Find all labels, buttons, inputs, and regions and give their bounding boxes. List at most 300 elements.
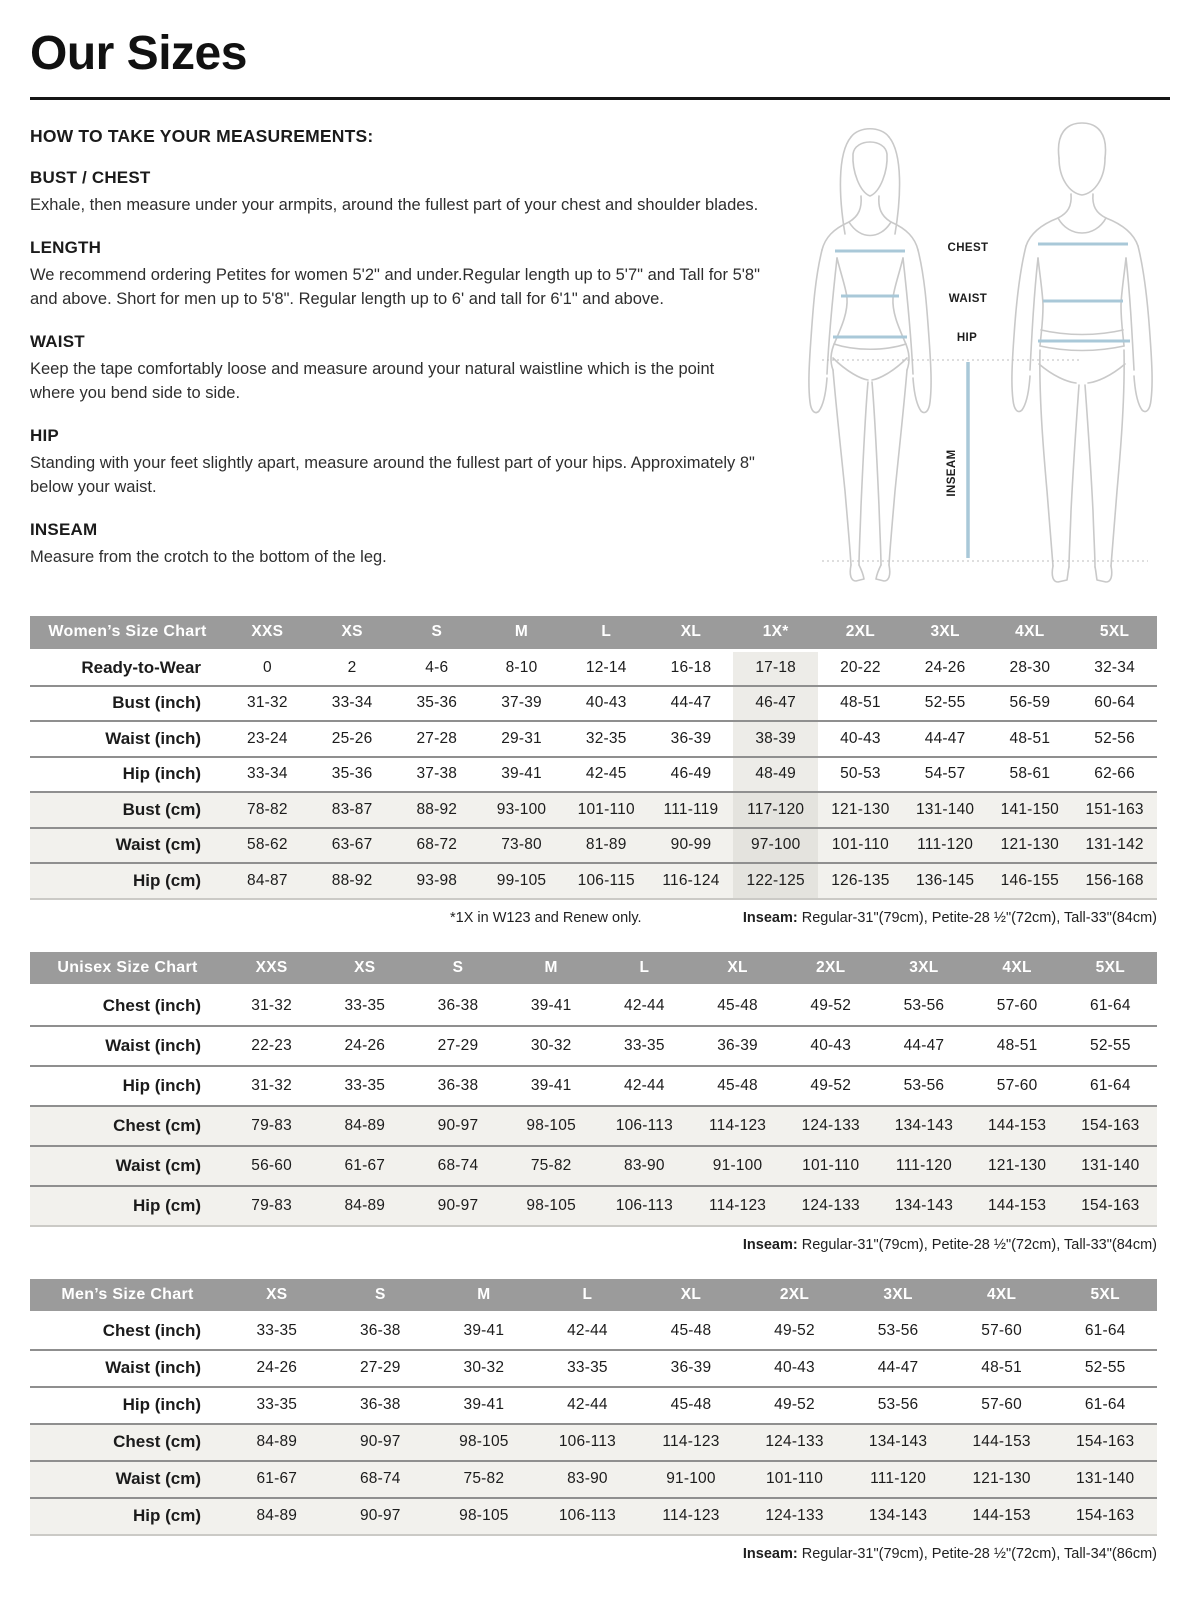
size-cell: 106-113 — [615, 1196, 673, 1214]
size-cell: 106-113 — [558, 1433, 616, 1450]
size-column-header: 5XL — [1064, 952, 1157, 986]
row-label: Waist (cm) — [115, 835, 201, 855]
size-cell: 111-119 — [663, 800, 719, 818]
size-column-header: XL — [639, 1279, 743, 1313]
size-cell: 84-89 — [256, 1433, 298, 1450]
size-column-header: L — [536, 1279, 640, 1313]
size-cell: 27-29 — [359, 1359, 401, 1376]
size-cell: 37-39 — [501, 694, 542, 712]
size-cell: 36-38 — [359, 1396, 401, 1413]
table-row — [30, 1313, 1157, 1350]
size-cell: 144-153 — [972, 1507, 1031, 1524]
size-cell: 44-47 — [877, 1359, 919, 1376]
size-cell: 39-41 — [530, 996, 572, 1014]
size-cell: 91-100 — [712, 1156, 763, 1174]
size-cell: 8-10 — [505, 659, 538, 676]
size-cell: 24-26 — [924, 659, 966, 676]
size-cell: 101-110 — [802, 1156, 860, 1174]
size-cell: 90-97 — [359, 1507, 401, 1524]
size-cell: 42-44 — [624, 996, 665, 1014]
size-cell: 32-34 — [1094, 659, 1135, 676]
man-silhouette-icon — [1012, 123, 1152, 582]
mens-size-chart — [30, 1279, 1170, 1562]
chest-label: CHEST — [947, 242, 989, 254]
row-label: Hip (cm) — [133, 1506, 201, 1525]
womens-size-chart — [30, 616, 1170, 926]
size-column-header: S — [411, 952, 504, 986]
size-cell: 24-26 — [256, 1359, 298, 1376]
size-cell: 151-163 — [1085, 800, 1144, 818]
size-cell: 49-52 — [774, 1322, 815, 1340]
table-row — [30, 1026, 1157, 1066]
size-cell: 156-168 — [1085, 871, 1144, 889]
size-cell: 68-74 — [359, 1470, 401, 1487]
size-cell: 25-26 — [331, 729, 373, 747]
size-cell: 40-43 — [774, 1359, 815, 1376]
size-cell: 27-28 — [416, 729, 458, 747]
size-cell: 52-55 — [1090, 1036, 1131, 1054]
size-cell: 141-150 — [1000, 800, 1059, 818]
size-cell: 84-87 — [247, 871, 288, 889]
table-row — [30, 686, 1157, 722]
size-cell: 84-89 — [256, 1507, 298, 1524]
size-column-header: 1X* — [733, 616, 818, 650]
size-cell: 99-105 — [496, 871, 547, 889]
size-cell: 32-35 — [585, 729, 627, 747]
size-cell: 30-32 — [530, 1036, 572, 1054]
size-cell: 134-143 — [894, 1116, 954, 1134]
table-row — [30, 792, 1157, 828]
size-cell: 49-52 — [810, 1076, 852, 1094]
size-cell: 116-124 — [662, 871, 720, 889]
size-cell: 83-90 — [624, 1156, 665, 1174]
size-cell: 93-100 — [496, 800, 547, 818]
size-cell: 57-60 — [996, 996, 1038, 1014]
measurement-instructions — [30, 118, 775, 569]
size-column-header: 3XL — [903, 616, 988, 650]
size-cell: 97-100 — [733, 828, 818, 864]
table-header-row — [30, 1279, 1157, 1313]
size-cell: 54-57 — [924, 765, 966, 783]
size-cell: 117-120 — [733, 792, 818, 828]
table-title: Women’s Size Chart — [30, 616, 225, 650]
size-cell: 90-99 — [670, 836, 712, 854]
size-cell: 24-26 — [344, 1036, 386, 1054]
size-cell: 154-163 — [1081, 1116, 1140, 1134]
size-cell: 23-24 — [247, 729, 288, 747]
table-row — [30, 650, 1157, 686]
size-cell: 101-110 — [765, 1470, 824, 1487]
size-cell: 50-53 — [840, 765, 881, 783]
size-cell: 83-90 — [567, 1470, 608, 1487]
size-column-header: 5XL — [1053, 1279, 1157, 1313]
footnote-inseam — [743, 910, 1157, 926]
size-cell: 121-130 — [831, 800, 890, 818]
size-cell: 36-38 — [437, 996, 479, 1014]
row-label: Ready-to-Wear — [81, 658, 201, 677]
size-cell: 40-43 — [840, 729, 881, 747]
row-label: Hip (cm) — [133, 1195, 201, 1215]
row-label: Chest (cm) — [113, 1115, 201, 1135]
table-row — [30, 828, 1157, 864]
section-body: Standing with your feet slightly apart, measure around the fullest part of your hips. Approximately 8" below your waist. — [30, 454, 755, 496]
section-heading: BUST / CHEST — [30, 168, 151, 187]
row-label: Hip (inch) — [122, 764, 201, 784]
row-label: Hip (inch) — [122, 1075, 201, 1095]
title-divider — [30, 97, 1170, 100]
size-cell: 42-44 — [567, 1396, 608, 1413]
row-label: Chest (cm) — [113, 1432, 201, 1451]
size-cell: 48-51 — [981, 1359, 1022, 1376]
section-body: Exhale, then measure under your armpits, around the fullest part of your chest and shoulder blades. — [30, 196, 759, 214]
size-column-header: XS — [318, 952, 411, 986]
table-row — [30, 1424, 1157, 1461]
size-cell: 31-32 — [251, 1076, 292, 1094]
size-cell: 79-83 — [251, 1116, 292, 1134]
row-label: Waist (cm) — [115, 1155, 201, 1175]
size-cell: 78-82 — [247, 800, 288, 818]
size-cell: 39-41 — [501, 765, 542, 783]
size-cell: 83-87 — [331, 800, 373, 818]
section-heading: LENGTH — [30, 238, 102, 258]
mens-size-chart-table — [30, 1279, 1157, 1536]
size-cell: 111-120 — [917, 836, 974, 854]
size-cell: 114-123 — [708, 1116, 767, 1134]
size-cell: 144-153 — [972, 1433, 1031, 1450]
size-cell: 36-39 — [670, 729, 712, 747]
size-column-header: XXS — [225, 616, 310, 650]
size-cell: 124-133 — [801, 1116, 860, 1134]
size-cell: 52-56 — [1094, 729, 1135, 747]
footnote-inseam-label: Inseam: — [742, 1236, 798, 1253]
size-cell: 60-64 — [1094, 694, 1135, 712]
size-cell: 53-56 — [877, 1322, 919, 1340]
size-cell: 57-60 — [981, 1322, 1022, 1340]
size-cell: 53-56 — [877, 1396, 919, 1413]
size-cell: 124-133 — [765, 1507, 824, 1524]
size-cell: 98-105 — [526, 1116, 576, 1134]
table-row — [30, 1387, 1157, 1424]
size-cell: 39-41 — [463, 1396, 505, 1413]
instruction-sections — [30, 168, 775, 569]
size-cell: 106-113 — [558, 1507, 616, 1524]
measurement-lines — [822, 244, 1148, 561]
size-cell: 48-51 — [840, 694, 881, 712]
size-cell: 33-35 — [344, 996, 386, 1014]
row-label: Hip (inch) — [122, 1395, 201, 1414]
top-section — [30, 118, 1170, 586]
size-column-header: L — [598, 952, 691, 986]
size-column-header: S — [329, 1279, 433, 1313]
size-cell: 106-115 — [577, 871, 635, 889]
size-column-header: L — [564, 616, 649, 650]
size-cell: 121-130 — [972, 1470, 1031, 1487]
woman-silhouette-icon — [809, 129, 931, 581]
table-header-row — [30, 616, 1157, 650]
table-row — [30, 757, 1157, 793]
size-column-header: XL — [649, 616, 734, 650]
size-cell: 98-105 — [459, 1433, 509, 1450]
size-column-header: XS — [225, 1279, 329, 1313]
size-cell: 39-41 — [463, 1322, 505, 1340]
size-cell: 114-123 — [662, 1507, 720, 1524]
size-cell: 111-120 — [870, 1470, 927, 1487]
size-cell: 42-45 — [585, 765, 627, 783]
instruction-section — [30, 332, 775, 405]
size-cell: 30-32 — [463, 1359, 505, 1376]
size-cell: 73-80 — [501, 836, 542, 854]
row-label: Hip (cm) — [133, 870, 201, 890]
size-cell: 58-61 — [1009, 765, 1051, 783]
size-cell: 33-35 — [624, 1036, 665, 1054]
size-cell: 45-48 — [717, 996, 758, 1014]
size-cell: 33-34 — [331, 694, 373, 712]
size-cell: 121-130 — [1000, 836, 1059, 854]
size-cell: 144-153 — [987, 1196, 1047, 1214]
size-cell: 48-49 — [733, 757, 818, 793]
size-cell: 48-51 — [1009, 729, 1051, 747]
footnote-inseam-text: Regular-31"(79cm), Petite-28 ½"(72cm), Tall-33"(84cm) — [797, 1236, 1157, 1253]
size-cell: 31-32 — [247, 694, 288, 712]
size-cell: 38-39 — [733, 721, 818, 757]
footnote-inseam — [743, 1237, 1157, 1253]
size-cell: 93-98 — [416, 871, 458, 889]
footnote-inseam-label: Inseam: — [742, 909, 798, 926]
size-cell: 52-55 — [1084, 1359, 1126, 1376]
hip-label: HIP — [956, 332, 978, 344]
size-cell: 33-35 — [567, 1359, 608, 1376]
size-cell: 101-110 — [577, 800, 635, 818]
size-column-header: M — [432, 1279, 536, 1313]
size-column-header: 2XL — [784, 952, 877, 986]
footnote-1x: *1X in W123 and Renew only. — [450, 909, 642, 926]
size-cell: 52-55 — [924, 694, 966, 712]
size-cell: 36-38 — [359, 1322, 401, 1340]
size-column-header: XL — [691, 952, 784, 986]
how-to-heading: HOW TO TAKE YOUR MEASUREMENTS: — [30, 126, 374, 146]
size-cell: 33-35 — [256, 1396, 298, 1413]
table-header-row — [30, 952, 1157, 986]
size-cell: 12-14 — [585, 659, 627, 676]
size-cell: 98-105 — [459, 1507, 509, 1524]
table-row — [30, 721, 1157, 757]
size-cell: 45-48 — [670, 1322, 712, 1340]
size-cell: 88-92 — [331, 871, 373, 889]
womens-size-chart-table — [30, 616, 1157, 900]
size-cell: 28-30 — [1009, 659, 1051, 676]
size-cell: 88-92 — [416, 800, 458, 818]
section-body: Measure from the crotch to the bottom of the leg. — [30, 547, 387, 566]
unisex-size-chart-table — [30, 952, 1157, 1227]
size-column-header: 4XL — [987, 616, 1072, 650]
row-label: Waist (inch) — [105, 1358, 201, 1377]
size-cell: 56-59 — [1009, 694, 1051, 712]
size-cell: 75-82 — [463, 1470, 505, 1487]
size-cell: 46-47 — [733, 686, 818, 722]
size-cell: 17-18 — [733, 650, 818, 686]
size-cell: 134-143 — [868, 1433, 928, 1450]
size-cell: 106-113 — [615, 1116, 673, 1134]
table-row — [30, 1186, 1157, 1226]
size-cell: 36-39 — [717, 1036, 758, 1054]
footnote-inseam-text: Regular-31"(79cm), Petite-28 ½"(72cm), Tall-33"(84cm) — [797, 909, 1157, 926]
size-column-header: M — [505, 952, 598, 986]
size-column-header: XS — [310, 616, 395, 650]
size-cell: 136-145 — [915, 871, 975, 889]
size-cell: 35-36 — [331, 765, 373, 783]
size-cell: 114-123 — [708, 1196, 767, 1214]
instruction-section — [30, 426, 775, 499]
size-cell: 90-97 — [359, 1433, 401, 1450]
size-cell: 42-44 — [624, 1076, 665, 1094]
section-body: We recommend ordering Petites for women 5'2" and under.Regular length up to 5'7" and Tall for 5'8" and above. Short for men up to 5'8". Regular length up to 6' and tall for 6'1" and above. — [30, 266, 760, 308]
row-label: Chest (inch) — [102, 1321, 201, 1341]
size-cell: 35-36 — [416, 694, 458, 712]
size-cell: 0 — [262, 659, 272, 676]
size-cell: 40-43 — [585, 694, 627, 712]
size-tables — [30, 616, 1170, 1562]
instruction-section — [30, 168, 775, 217]
size-cell: 44-47 — [924, 729, 966, 747]
size-cell: 57-60 — [981, 1396, 1022, 1413]
size-cell: 53-56 — [903, 996, 945, 1014]
inseam-label: INSEAM — [946, 449, 958, 497]
size-cell: 61-64 — [1084, 1322, 1126, 1340]
size-cell: 16-18 — [670, 659, 712, 676]
size-cell: 68-72 — [416, 836, 458, 854]
size-cell: 63-67 — [331, 836, 373, 854]
body-measurement-diagram — [775, 106, 1155, 586]
size-cell: 126-135 — [831, 871, 890, 889]
size-cell: 154-163 — [1076, 1507, 1135, 1524]
size-cell: 4-6 — [425, 659, 449, 676]
size-cell: 90-97 — [437, 1196, 479, 1214]
size-cell: 62-66 — [1094, 765, 1135, 783]
size-cell: 20-22 — [840, 659, 881, 676]
mens-footnotes — [30, 1546, 1157, 1562]
size-cell: 84-89 — [344, 1196, 386, 1214]
size-cell: 61-64 — [1090, 996, 1131, 1014]
instruction-section — [30, 238, 775, 311]
size-cell: 46-49 — [670, 765, 712, 783]
size-cell: 56-60 — [251, 1156, 292, 1174]
size-cell: 101-110 — [831, 836, 889, 854]
size-cell: 61-67 — [256, 1470, 298, 1487]
section-heading: INSEAM — [30, 519, 98, 539]
unisex-footnotes — [30, 1237, 1157, 1253]
size-cell: 131-140 — [1076, 1470, 1135, 1487]
size-cell: 33-35 — [256, 1322, 298, 1340]
size-column-header: 4XL — [950, 1279, 1054, 1313]
size-cell: 131-142 — [1085, 836, 1144, 854]
table-row — [30, 1146, 1157, 1186]
size-cell: 75-82 — [530, 1156, 572, 1174]
table-title: Men’s Size Chart — [30, 1279, 225, 1313]
footnote-inseam-label: Inseam: — [742, 1545, 798, 1562]
table-row — [30, 1461, 1157, 1498]
footnote-inseam-text: Regular-31"(79cm), Petite-28 ½"(72cm), Tall-34"(86cm) — [797, 1545, 1157, 1562]
size-cell: 58-62 — [247, 836, 288, 854]
size-cell: 42-44 — [567, 1322, 608, 1340]
table-title: Unisex Size Chart — [30, 952, 225, 986]
size-cell: 2 — [347, 659, 357, 676]
size-column-header: 3XL — [846, 1279, 950, 1313]
row-label: Bust (cm) — [122, 799, 201, 819]
row-label: Chest (inch) — [102, 995, 201, 1015]
size-cell: 154-163 — [1081, 1196, 1140, 1214]
size-cell: 61-67 — [344, 1156, 386, 1174]
size-cell: 29-31 — [501, 729, 542, 747]
row-label: Bust (inch) — [112, 693, 201, 713]
size-column-header: 3XL — [877, 952, 970, 986]
footnote-inseam — [743, 1546, 1157, 1562]
size-cell: 39-41 — [530, 1076, 572, 1094]
size-cell: 49-52 — [774, 1396, 815, 1413]
size-cell: 53-56 — [903, 1076, 945, 1094]
size-column-header: 5XL — [1072, 616, 1157, 650]
table-row — [30, 1106, 1157, 1146]
size-cell: 57-60 — [996, 1076, 1038, 1094]
section-body: Keep the tape comfortably loose and measure around your natural waistline which is the point where you bend side to side. — [30, 360, 715, 402]
size-cell: 37-38 — [416, 765, 458, 783]
waist-label: WAIST — [948, 293, 988, 305]
size-cell: 131-140 — [1081, 1156, 1140, 1174]
table-row — [30, 986, 1157, 1026]
size-cell: 61-64 — [1084, 1396, 1126, 1413]
size-cell: 33-35 — [344, 1076, 386, 1094]
table-row — [30, 1350, 1157, 1387]
size-cell: 31-32 — [251, 996, 292, 1014]
size-cell: 36-38 — [437, 1076, 479, 1094]
table-row — [30, 863, 1157, 899]
section-heading: WAIST — [30, 332, 85, 352]
size-cell: 131-140 — [915, 800, 975, 818]
size-cell: 48-51 — [996, 1036, 1038, 1054]
size-column-header: 4XL — [971, 952, 1064, 986]
size-cell: 124-133 — [765, 1433, 824, 1450]
row-label: Waist (cm) — [115, 1469, 201, 1488]
measurement-figure — [775, 106, 1155, 586]
size-cell: 124-133 — [801, 1196, 860, 1214]
size-cell: 134-143 — [894, 1196, 954, 1214]
size-cell: 33-34 — [247, 765, 288, 783]
size-cell: 45-48 — [717, 1076, 758, 1094]
size-cell: 114-123 — [662, 1433, 720, 1450]
womens-footnotes — [30, 910, 1157, 926]
size-cell: 79-83 — [251, 1196, 292, 1214]
size-cell: 40-43 — [810, 1036, 852, 1054]
size-cell: 90-97 — [437, 1116, 479, 1134]
size-cell: 121-130 — [987, 1156, 1047, 1174]
size-column-header: M — [479, 616, 564, 650]
size-cell: 91-100 — [666, 1470, 716, 1487]
row-label: Waist (inch) — [105, 1035, 201, 1055]
size-cell: 61-64 — [1090, 1076, 1131, 1094]
size-cell: 81-89 — [585, 836, 627, 854]
size-cell: 22-23 — [251, 1036, 292, 1054]
size-column-header: 2XL — [743, 1279, 847, 1313]
size-cell: 144-153 — [987, 1116, 1047, 1134]
size-cell: 134-143 — [868, 1507, 928, 1524]
instruction-section — [30, 520, 775, 569]
size-cell: 154-163 — [1076, 1433, 1135, 1450]
size-cell: 36-39 — [670, 1359, 712, 1376]
row-label: Waist (inch) — [105, 728, 201, 748]
size-column-header: 2XL — [818, 616, 903, 650]
size-cell: 44-47 — [670, 694, 712, 712]
size-cell: 68-74 — [437, 1156, 479, 1174]
page-title: Our Sizes — [30, 27, 247, 80]
